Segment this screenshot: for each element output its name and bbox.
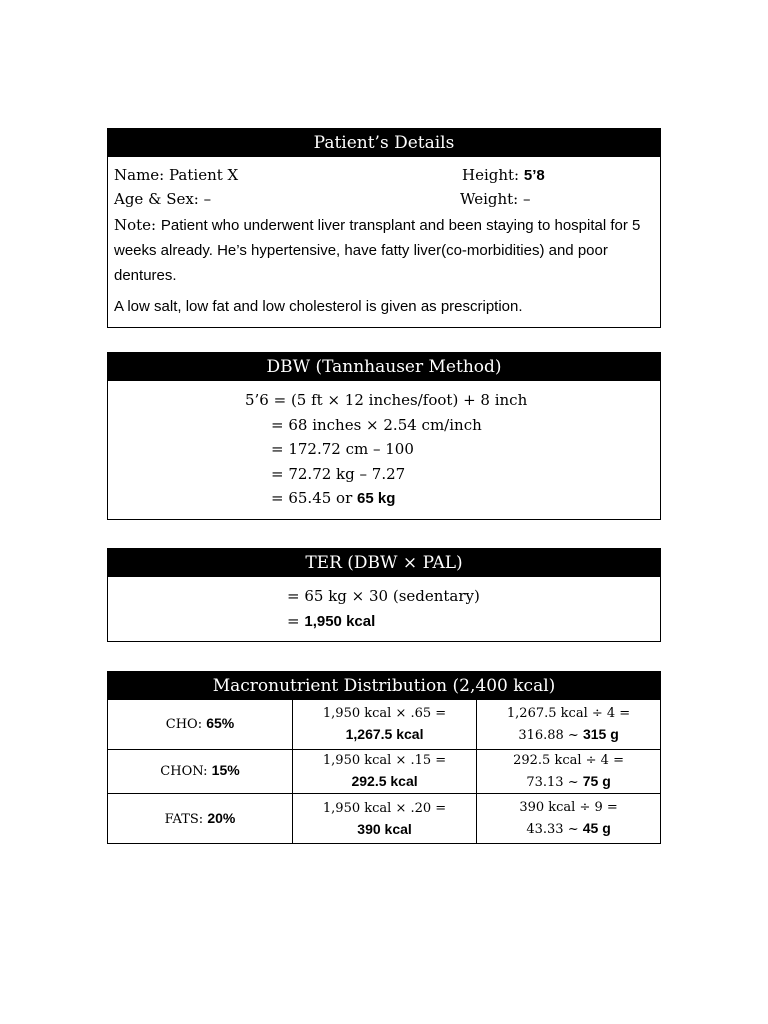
patient-details-box (107, 128, 661, 328)
table-row (108, 794, 660, 843)
ter-box (107, 548, 661, 642)
ter-title: TER (DBW × PAL) (108, 549, 660, 577)
macro-grams-expr: 1,267.5 kcal ÷ 4 = (506, 705, 631, 721)
macro-label-cell (108, 794, 293, 843)
table-row (108, 749, 660, 793)
macro-calc-cell (293, 700, 477, 749)
name-row (114, 163, 238, 187)
height-value: 5’8 (523, 167, 545, 184)
macro-title: Macronutrient Distribution (2,400 kcal) (108, 672, 660, 700)
macro-table (108, 700, 660, 843)
macro-calc-result: 1,267.5 kcal (345, 726, 424, 743)
name-label: Name: (114, 166, 165, 184)
age-sex-label: Age & Sex: (114, 190, 199, 208)
age-sex-value: – (203, 190, 212, 208)
macro-calc-expr: 1,950 kcal × .15 = (322, 753, 447, 769)
weight-value: – (523, 190, 531, 208)
macro-grams-line (477, 818, 660, 840)
macro-grams-prefix: 73.13 ~ (526, 774, 579, 790)
macro-label-cell (108, 749, 293, 793)
macro-calc-cell (293, 794, 477, 843)
macro-grams-result: 45 g (582, 820, 611, 837)
macro-calc-expr: 1,950 kcal × .65 = (322, 706, 447, 722)
macro-calc-expr: 1,950 kcal × .20 = (322, 800, 447, 816)
macro-grams-result: 315 g (582, 725, 619, 742)
dbw-line-1: 5’6 = (5 ft × 12 inches/foot) + 8 inch (245, 391, 528, 409)
macro-label-cell (108, 700, 293, 749)
ter-result: 1,950 kcal (304, 612, 376, 630)
weight-row (460, 187, 531, 211)
note-paragraph (114, 213, 654, 288)
dbw-title: DBW (Tannhauser Method) (108, 353, 660, 381)
age-sex-row (114, 187, 211, 211)
dbw-box (107, 352, 661, 520)
dbw-result: 65 kg (357, 490, 396, 507)
patient-details-title: Patient’s Details (108, 129, 660, 157)
macro-grams-line (477, 771, 660, 793)
macro-grams-expr: 292.5 kcal ÷ 4 = (513, 752, 624, 768)
macro-grams-result: 75 g (582, 772, 611, 789)
macro-percent: 20% (207, 809, 236, 826)
ter-line-2 (287, 609, 375, 635)
note-text: Patient who underwent liver transplant and been staying to hospital for 5 weeks already. He’s hypertensive, have fatty liver(co-morbidities) and poor dentures. (114, 217, 641, 284)
prescription-text: A low salt, low fat and low cholesterol is given as prescription. (114, 298, 523, 315)
macro-percent: 65% (206, 715, 235, 732)
macro-grams-cell (477, 794, 660, 843)
macro-grams-line (477, 724, 660, 746)
macro-calc-result: 292.5 kcal (351, 773, 418, 790)
macro-grams-prefix: 43.33 ~ (526, 822, 579, 838)
note-label: Note: (114, 216, 157, 234)
macro-grams-prefix: 316.88 ~ (518, 727, 579, 743)
macro-percent: 15% (211, 762, 240, 779)
dbw-line-4: = 72.72 kg – 7.27 (271, 464, 406, 483)
dbw-line-5 (271, 486, 395, 512)
macro-calc-cell (293, 749, 477, 793)
dbw-line-2: = 68 inches × 2.54 cm/inch (271, 415, 482, 434)
macro-grams-cell (477, 749, 660, 793)
height-label: Height: (462, 166, 520, 184)
macro-label: CHO: (165, 717, 203, 733)
weight-label: Weight: (460, 190, 519, 208)
macro-grams-cell (477, 700, 660, 749)
name-value: Patient X (169, 166, 239, 184)
ter-line-2-prefix: = (287, 611, 300, 630)
ter-line-1: = 65 kg × 30 (sedentary) (287, 587, 480, 605)
table-row (108, 700, 660, 749)
macro-box (107, 671, 661, 844)
macro-calc-result: 390 kcal (357, 820, 412, 837)
dbw-line-3: = 172.72 cm – 100 (271, 440, 414, 458)
height-row (462, 163, 545, 188)
macro-grams-expr: 390 kcal ÷ 9 = (519, 800, 618, 816)
macro-label: FATS: (164, 811, 204, 827)
macro-label: CHON: (160, 764, 208, 780)
dbw-line-5-prefix: = 65.45 or (271, 489, 353, 507)
